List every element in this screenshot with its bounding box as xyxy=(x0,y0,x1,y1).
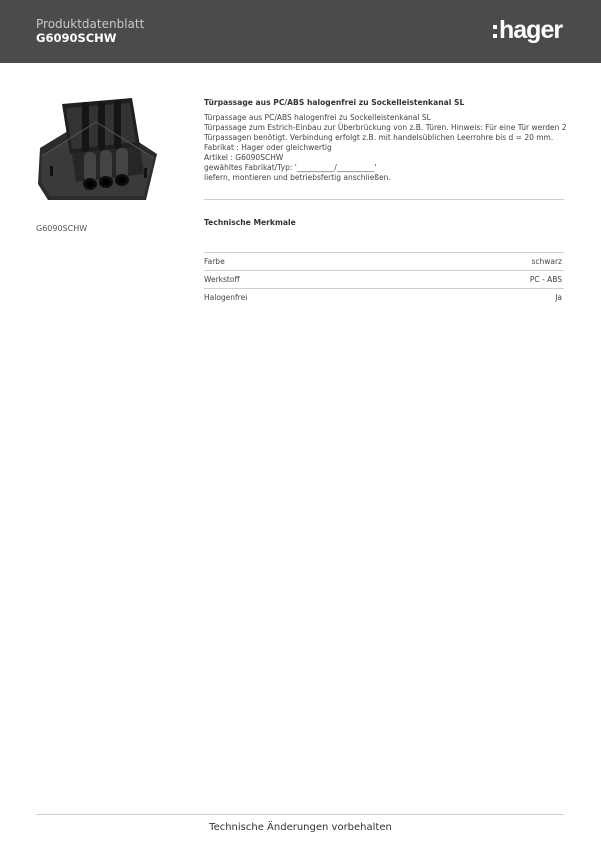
spec-label: Farbe xyxy=(204,257,225,266)
description-line: Türpassagen benötigt. Verbindung erfolgt z.B. mit handelsüblichen Leerrohre bis d = 20 mm. xyxy=(204,133,554,142)
door-passage-product-icon xyxy=(36,96,161,203)
specs-title: Technische Merkmale xyxy=(204,218,296,227)
description-line: gewähltes Fabrikat/Typ: '__________/__________' xyxy=(204,163,377,172)
product-title: Türpassage aus PC/ABS halogenfrei zu Sockelleistenkanal SL xyxy=(204,98,465,107)
footer-divider xyxy=(36,814,564,815)
page-header xyxy=(0,0,601,63)
spec-label: Halogenfrei xyxy=(204,293,248,302)
spec-label: Werkstoff xyxy=(204,275,240,284)
product-photo xyxy=(36,96,161,203)
spec-value: schwarz xyxy=(531,257,562,266)
description-line: Fabrikat : Hager oder gleichwertig xyxy=(204,143,332,152)
description-line: Türpassage aus PC/ABS halogenfrei zu Sockelleistenkanal SL xyxy=(204,113,431,122)
logo-mark xyxy=(493,25,498,39)
description-line: Artikel : G6090SCHW xyxy=(204,153,284,162)
product-description-block xyxy=(204,98,567,183)
description-line: liefern, montieren und betriebsfertig anschließen. xyxy=(204,173,391,182)
description-line: Türpassage zum Estrich-Einbau zur Überbrückung von z.B. Türen. Hinweis: Für eine Tür werden 2 xyxy=(204,123,567,132)
spec-value: Ja xyxy=(555,293,562,302)
document-type-label: Produktdatenblatt xyxy=(36,17,145,31)
spec-row-material xyxy=(204,270,564,288)
header-product-code: G6090SCHW xyxy=(36,31,117,45)
spec-row-halogen-free xyxy=(204,288,564,306)
spec-value: PC - ABS xyxy=(529,275,562,284)
footer-note: Technische Änderungen vorbehalten xyxy=(209,822,392,833)
spec-row-color xyxy=(204,252,564,270)
section-divider xyxy=(204,199,564,200)
image-caption: G6090SCHW xyxy=(36,224,88,233)
hager-logo: hager xyxy=(499,16,563,44)
product-description xyxy=(204,113,567,183)
